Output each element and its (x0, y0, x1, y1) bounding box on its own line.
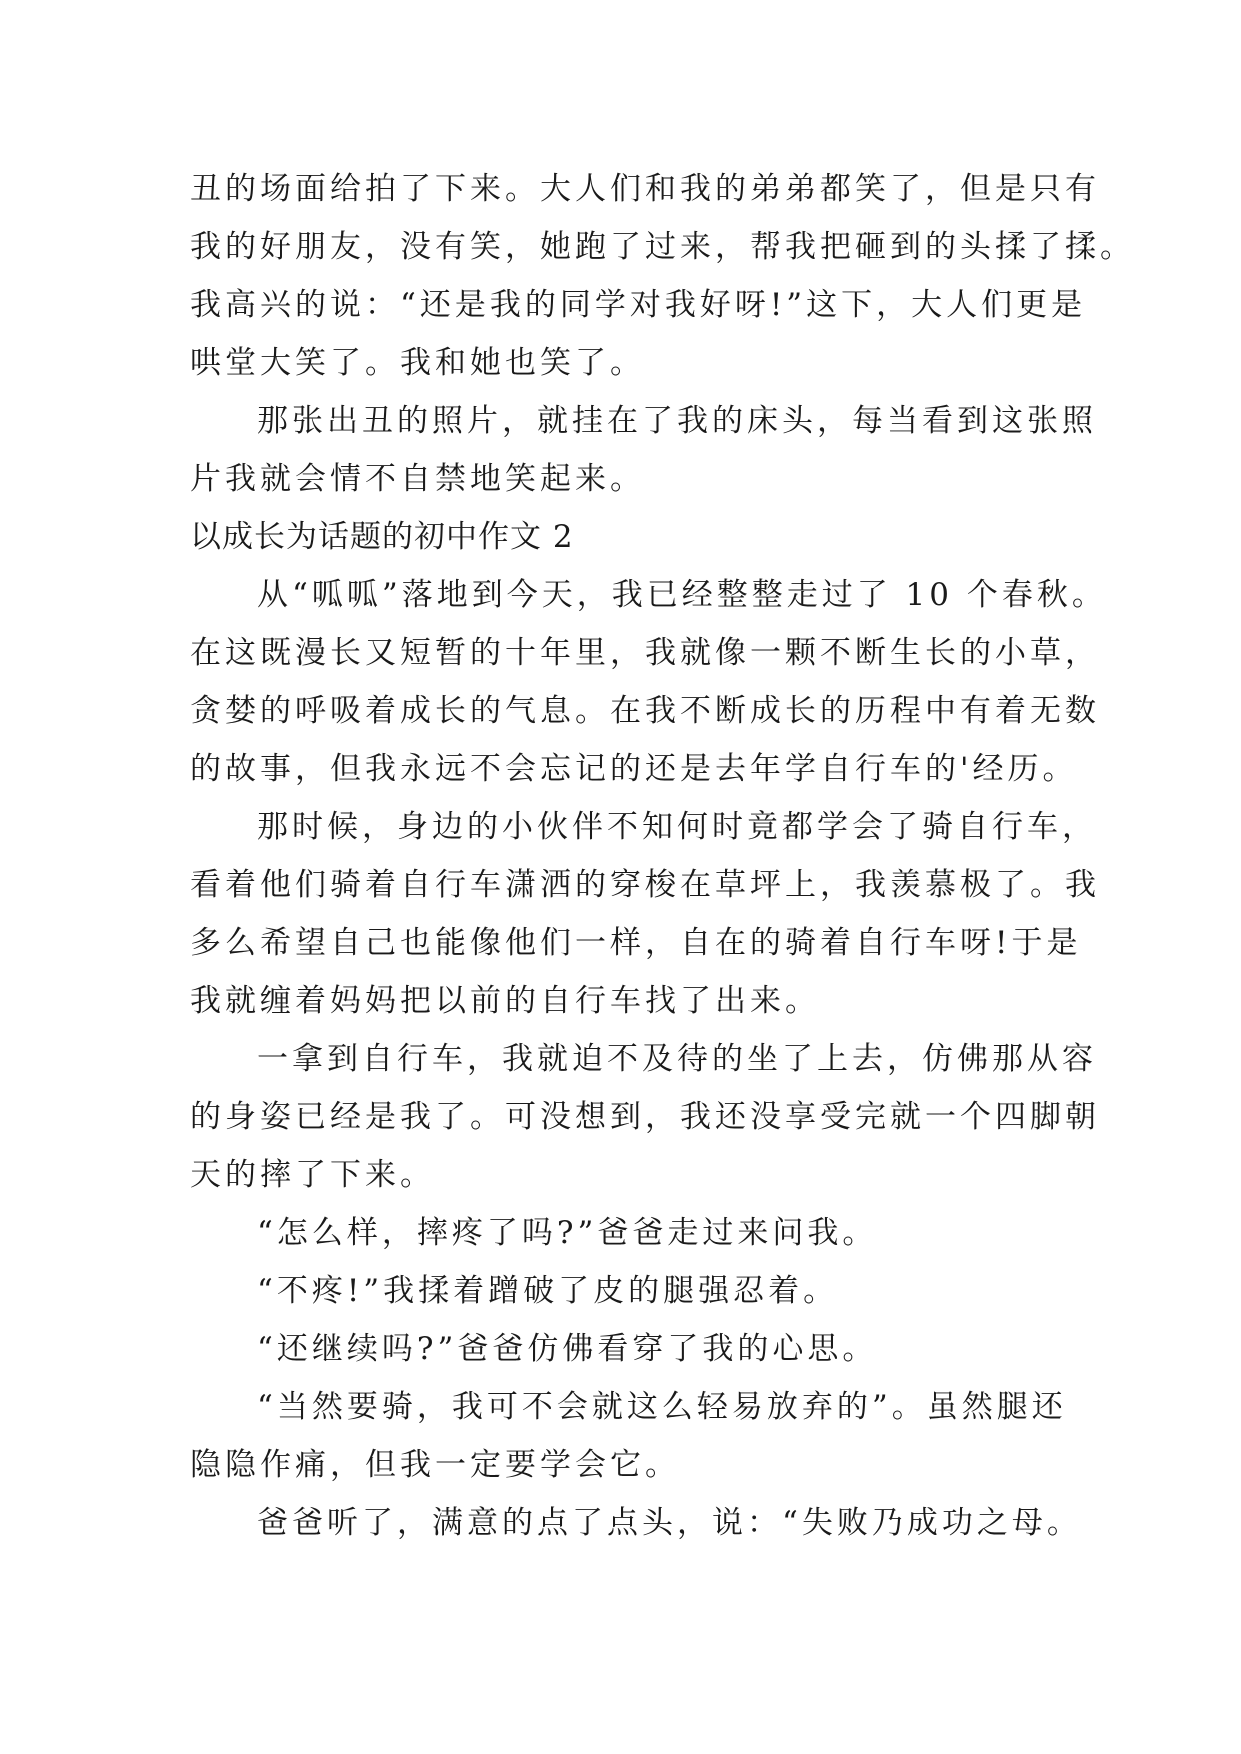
text-line: 的身姿已经是我了。可没想到，我还没享受完就一个四脚朝 (190, 1099, 1100, 1135)
text-line: 天的摔了下来。 (190, 1157, 435, 1193)
paragraph-first-line: 那时候，身边的小伙伴不知何时竟都学会了骑自行车， (257, 809, 1097, 845)
text-line: 片我就会情不自禁地笑起来。 (190, 461, 645, 497)
paragraph-first-line: 爸爸听了，满意的点了点头，说：“失败乃成功之母。 (257, 1505, 1082, 1541)
paragraph-first-line: 一拿到自行车，我就迫不及待的坐了上去，仿佛那从容 (257, 1041, 1097, 1077)
paragraph-first-line: 那张出丑的照片，就挂在了我的床头，每当看到这张照 (257, 403, 1097, 439)
document-body (190, 160, 1135, 1552)
text-line: 的故事，但我永远不会忘记的还是去年学自行车的'经历。 (190, 751, 1078, 787)
text-line: 我高兴的说：“还是我的同学对我好呀!”这下，大人们更是 (190, 287, 1087, 323)
text-line: 看着他们骑着自行车潇洒的穿梭在草坪上，我羡慕极了。我 (190, 867, 1100, 903)
text-line: 我就缠着妈妈把以前的自行车找了出来。 (190, 983, 820, 1019)
text-line: 我的好朋友，没有笑，她跑了过来，帮我把砸到的头揉了揉。 (190, 229, 1135, 265)
text-line: 哄堂大笑了。我和她也笑了。 (190, 345, 645, 381)
text-line: 在这既漫长又短暂的十年里，我就像一颗不断生长的小草， (190, 635, 1100, 671)
dialogue-line: “当然要骑，我可不会就这么轻易放弃的”。虽然腿还 (257, 1389, 1067, 1425)
dialogue-line: “怎么样，摔疼了吗?”爸爸走过来问我。 (257, 1215, 878, 1251)
text-line: 隐隐作痛，但我一定要学会它。 (190, 1447, 680, 1483)
section-heading: 以成长为话题的初中作文 2 (190, 519, 574, 555)
dialogue-line: “还继续吗?”爸爸仿佛看穿了我的心思。 (257, 1331, 878, 1367)
dialogue-line: “不疼!”我揉着蹭破了皮的腿强忍着。 (257, 1273, 839, 1309)
text-line: 多么希望自己也能像他们一样，自在的骑着自行车呀!于是 (190, 925, 1082, 961)
text-line: 贪婪的呼吸着成长的气息。在我不断成长的历程中有着无数 (190, 693, 1100, 729)
paragraph-first-line: 从“呱呱”落地到今天，我已经整整走过了 10 个春秋。 (257, 577, 1107, 613)
text-line: 丑的场面给拍了下来。大人们和我的弟弟都笑了，但是只有 (190, 171, 1100, 207)
